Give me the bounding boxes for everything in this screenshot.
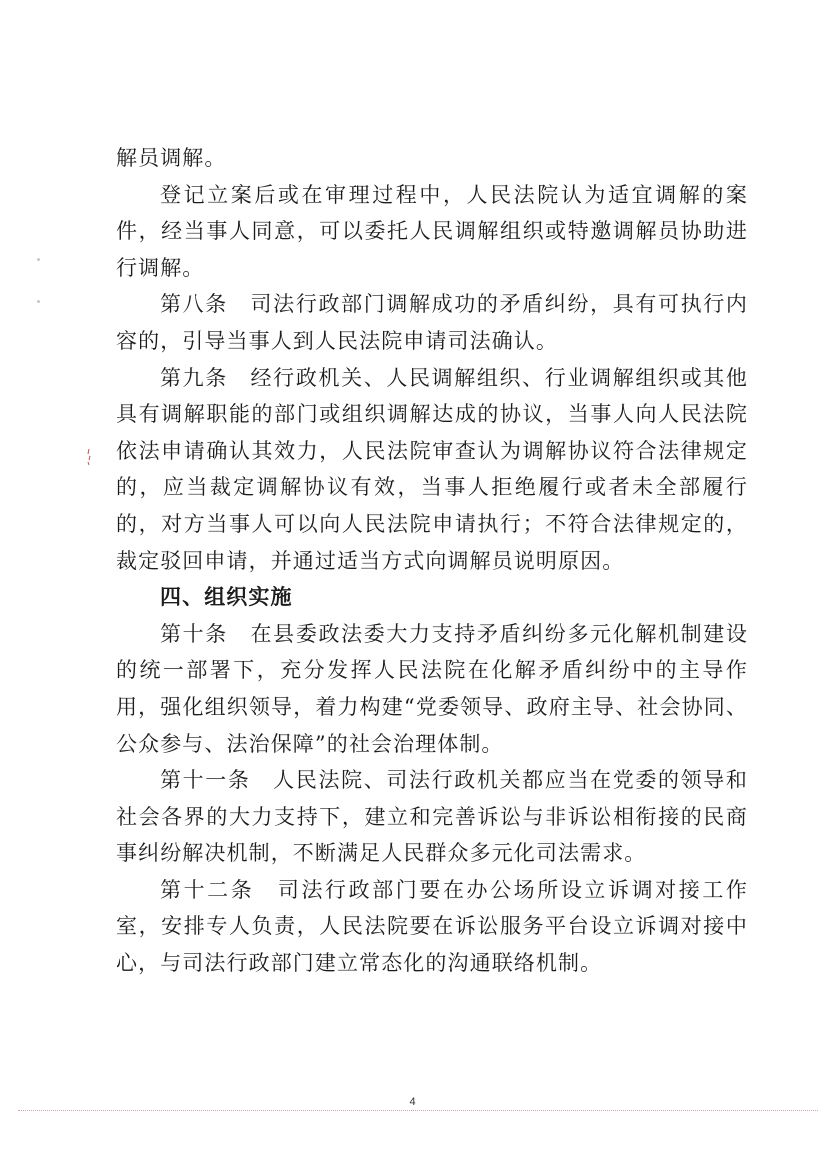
paragraph: 登记立案后或在审理过程中，人民法院认为适宜调解的案件，经当事人同意，可以委托人民调解组织或特邀调解员协助进行调解。 [116,182,748,280]
footer-divider [18,1110,818,1111]
body-text [116,140,748,982]
scan-dot [37,300,40,303]
article-8: 第八条 司法行政部门调解成功的矛盾纠纷，具有可执行内容的，引导当事人到人民法院申请司法确认。 [116,292,748,353]
binding-mark-icon [86,448,92,466]
section-heading: 四、组织实施 [160,585,293,610]
paragraph: 解员调解。 [116,146,227,170]
article-10: 第十条 在县委政法委大力支持矛盾纠纷多元化解机制建设的统一部署下，充分发挥人民法院在化解矛盾纠纷中的主导作用，强化组织领导，着力构建“党委领导、政府主导、社会协同、公众参与、法治保障”的社会治理体制。 [116,621,748,756]
scan-dot [37,258,40,261]
article-12: 第十二条 司法行政部门要在办公场所设立诉调对接工作室，安排专人负责，人民法院要在诉讼服务平台设立诉调对接中心，与司法行政部门建立常态化的沟通联络机制。 [116,877,748,976]
article-9: 第九条 经行政机关、人民调解组织、行业调解组织或其他具有调解职能的部门或组织调解达成的协议，当事人向人民法院依法申请确认其效力，人民法院审查认为调解协议符合法律规定的，应当裁定调解协议有效，当事人拒绝履行或者未全部履行的，对方当事人可以向人民法院申请执行；不符合法律规定的，裁定驳回申请，并通过适当方式向调解员说明原因。 [116,365,748,573]
page-number: 4 [409,1096,416,1108]
article-11: 第十一条 人民法院、司法行政机关都应当在党委的领导和社会各界的大力支持下，建立和完善诉讼与非诉讼相衔接的民商事纠纷解决机制，不断满足人民群众多元化司法需求。 [116,768,748,866]
